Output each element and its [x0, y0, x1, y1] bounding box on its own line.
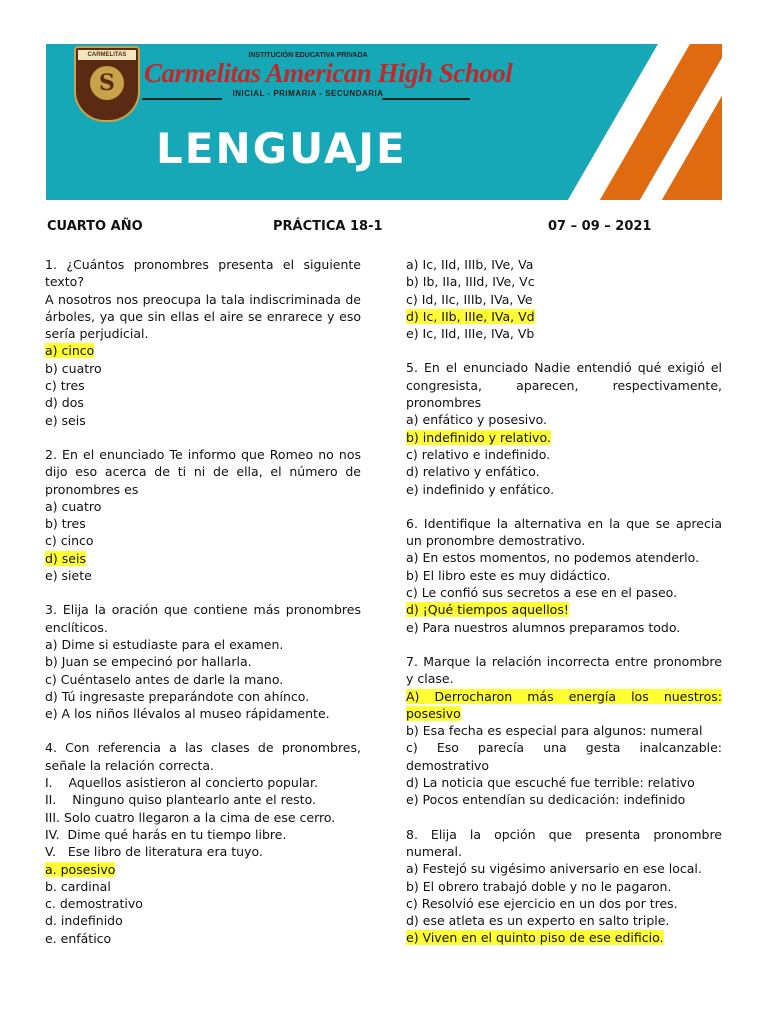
answer-highlight: e) Viven en el quinto piso de ese edificio.	[406, 930, 664, 946]
option: d) dos	[45, 395, 84, 411]
option: e) Pocos entendían su dedicación: indefinido	[406, 792, 686, 808]
option: c) Resolvió ese ejercicio en un dos por tres.	[406, 895, 678, 911]
option: a) En estos momentos, no podemos atenderlo.	[406, 550, 700, 566]
question-8	[406, 826, 722, 947]
option: e. enfático	[45, 930, 112, 946]
option: c) Cuéntaselo antes de darle la mano.	[45, 671, 284, 687]
answer-highlight: A) Derrocharon más energía los nuestros: posesivo	[406, 688, 722, 721]
option: d) Tú ingresaste preparándote con ahínco.	[45, 688, 310, 704]
statement-item: II. Ninguno quiso plantearlo ante el resto.	[45, 792, 316, 808]
question-text: A nosotros nos preocupa la tala indiscriminada de árboles, ya que sin ellas el aire se enrarece y eso sería perjudicial.	[45, 291, 361, 342]
option: d) La noticia que escuché fue terrible: relativo	[406, 775, 695, 791]
option: e) Para nuestros alumnos preparamos todo.	[406, 619, 681, 635]
option: e) indefinido y enfático.	[406, 481, 555, 497]
option: d. indefinido	[45, 913, 123, 929]
question-4-answers	[406, 256, 722, 342]
answer-option: a) Ic, IId, IIIb, IVe, Va	[406, 257, 534, 272]
question-stem: 7. Marque la relación incorrecta entre pronombre y clase.	[406, 653, 722, 687]
answer-highlight: d) seis	[45, 550, 86, 566]
header-banner	[46, 44, 722, 200]
option: b) Juan se empecinó por hallarla.	[45, 654, 252, 670]
question-1	[45, 256, 361, 429]
crest-label: CARMELITAS	[78, 50, 136, 60]
answer-highlight: d) Ic, IIb, IIIe, IVa, Vd	[406, 308, 535, 324]
option: a) Dime si estudiaste para el examen.	[45, 636, 284, 652]
option: c) cinco	[45, 533, 94, 549]
answer-option: e) Ic, IId, IIIe, IVa, Vb	[406, 326, 535, 342]
option: b. cardinal	[45, 878, 111, 894]
option: a) Festejó su vigésimo aniversario en ese local.	[406, 861, 702, 877]
option	[45, 861, 361, 878]
answer-highlight: a. posesivo	[45, 861, 116, 877]
option: b) El libro este es muy didáctico.	[406, 567, 611, 583]
answer-option	[406, 308, 722, 325]
question-stem: 5. En el enunciado Nadie entendió qué exigió el congresista, aparecen, respectivamente, pronombres	[406, 360, 722, 411]
question-7	[406, 653, 722, 809]
option: b) tres	[45, 516, 86, 532]
question-3	[45, 601, 361, 722]
question-4	[45, 739, 361, 947]
subject-title: LENGUAJE	[156, 124, 407, 173]
left-column	[45, 256, 361, 964]
option	[406, 429, 722, 446]
option: b) El obrero trabajó doble y no le pagaron.	[406, 878, 672, 894]
question-stem: 1. ¿Cuántos pronombres presenta el siguiente texto?	[45, 257, 361, 290]
option: d) relativo y enfático.	[406, 464, 540, 480]
option: e) siete	[45, 568, 92, 584]
option	[406, 601, 722, 618]
option: b) Esa fecha es especial para algunos: numeral	[406, 723, 703, 739]
crest-emblem-icon: S	[90, 66, 124, 100]
practice-label: PRÁCTICA 18-1	[273, 219, 383, 234]
option	[406, 688, 722, 723]
option: c) relativo e indefinido.	[406, 446, 551, 462]
option: c) Le confió sus secretos a ese en el paseo.	[406, 585, 678, 601]
option	[406, 929, 722, 946]
right-column	[406, 256, 722, 964]
answer-highlight: a) cinco	[45, 343, 95, 359]
question-5	[406, 359, 722, 497]
option: c) Eso parecía una gesta inalcanzable: demostrativo	[406, 740, 722, 773]
option	[45, 342, 361, 359]
answer-option: b) Ib, IIa, IIId, IVe, Vc	[406, 274, 535, 290]
decorative-line-right	[382, 98, 470, 100]
question-stem: 8. Elija la opción que presenta pronombre numeral.	[406, 826, 722, 859]
statement-item: I. Aquellos asistieron al concierto popular.	[45, 775, 318, 791]
option: c) tres	[45, 378, 85, 394]
question-2	[45, 446, 361, 584]
option: c. demostrativo	[45, 896, 143, 912]
option: e) A los niños llévalos al museo rápidamente.	[45, 706, 330, 722]
school-name: Carmelitas American High School	[144, 58, 513, 88]
answer-highlight: b) indefinido y relativo.	[406, 429, 551, 445]
answer-highlight: d) ¡Qué tiempos aquellos!	[406, 602, 569, 618]
institution-type: INSTITUCIÓN EDUCATIVA PRIVADA	[248, 52, 368, 59]
question-stem: 4. Con referencia a las clases de pronombres, señale la relación correcta.	[45, 740, 361, 773]
decorative-line-left	[142, 98, 222, 100]
question-stem: 2. En el enunciado Te informo que Romeo no nos dijo eso acerca de ti ni de ella, el número de pronombres es	[45, 446, 361, 497]
school-crest-logo	[74, 46, 140, 122]
answer-option: c) Id, IIc, IIIb, IVa, Ve	[406, 291, 533, 307]
question-6	[406, 515, 722, 636]
question-stem: 3. Elija la oración que contiene más pronombres enclíticos.	[45, 602, 361, 635]
school-levels: INICIAL - PRIMARIA - SECUNDARIA	[232, 89, 384, 98]
statement-item: V. Ese libro de literatura era tuyo.	[45, 844, 263, 860]
question-stem: 6. Identifique la alternativa en la que se aprecia un pronombre demostrativo.	[406, 515, 722, 549]
option	[45, 550, 361, 567]
date-label: 07 – 09 – 2021	[548, 219, 652, 234]
option: a) cuatro	[45, 498, 102, 514]
option: e) seis	[45, 412, 86, 428]
option: b) cuatro	[45, 360, 102, 376]
grade-label: CUARTO AÑO	[47, 219, 143, 234]
statement-item: III. Solo cuatro llegaron a la cima de ese cerro.	[45, 809, 336, 825]
option: d) ese atleta es un experto en salto triple.	[406, 913, 670, 929]
option: a) enfático y posesivo.	[406, 412, 547, 428]
statement-item: IV. Dime qué harás en tu tiempo libre.	[45, 826, 287, 842]
